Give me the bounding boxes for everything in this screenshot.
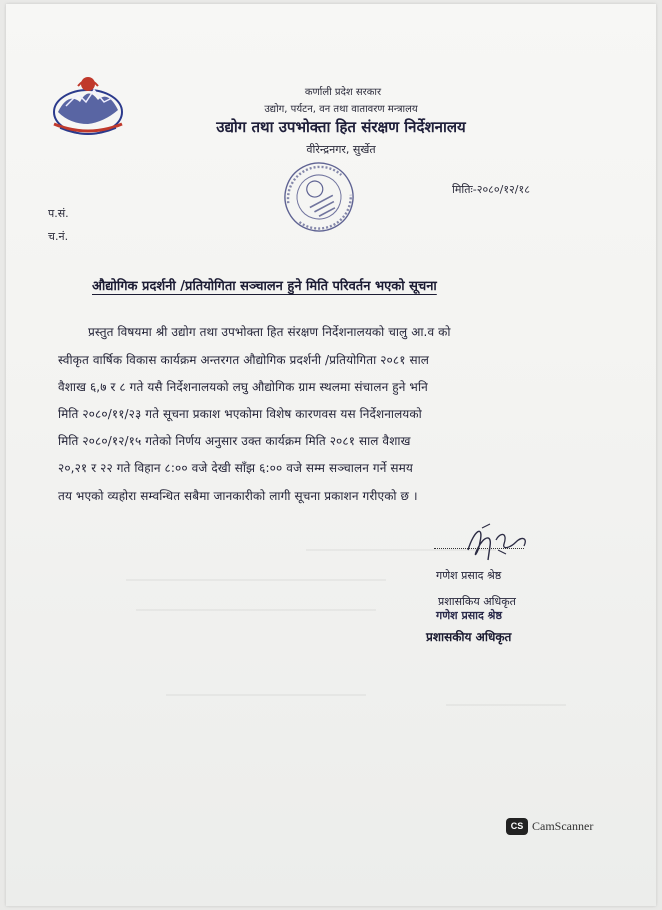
signatory-title: प्रशासकिय अधिकृत (438, 595, 516, 608)
patra-sankhya-label: प.सं. (48, 207, 69, 220)
chalani-number-label: च.नं. (48, 230, 69, 243)
stamp-name: गणेश प्रसाद श्रेष्ठ (436, 609, 502, 622)
issue-date: मितिः-२०८०/१२/१८ (452, 183, 530, 196)
body-line-4: मिति २०८०/११/२३ गते सूचना प्रकाश भएकोमा विशेष कारणवस यस निर्देशनालयको (58, 407, 422, 421)
body-line-3: वैशाख ६,७ र ८ गते यसै निर्देशनालयको लघु औद्योगिक ग्राम स्थलमा संचालन हुने भनि (58, 380, 428, 394)
body-line-2: स्वीकृत वार्षिक विकास कार्यक्रम अन्तरगत औद्योगिक प्रदर्शनी /प्रतियोगिता २०८१ साल (58, 353, 430, 367)
office-seal-stamp (280, 158, 358, 236)
signature-dotted-line (434, 548, 524, 549)
document-page (6, 4, 656, 906)
office-name: उद्योग तथा उपभोक्ता हित संरक्षण निर्देशनालय (216, 118, 466, 136)
signatory-name: गणेश प्रसाद श्रेष्ठ (436, 569, 502, 582)
body-line-5: मिति २०८०/१२/१५ गतेको निर्णय अनुसार उक्त कार्यक्रम मिति २०८१ साल वैशाख (58, 434, 411, 448)
body-line-7: तय भएको व्यहोरा सम्वन्धित सबैमा जानकारीको लागी सूचना प्रकाशन गरीएको छ । (58, 489, 418, 503)
camscanner-watermark: CamScanner (532, 819, 594, 833)
camscanner-logo-icon: CS (506, 818, 528, 835)
stamp-title: प्रशासकीय अधिकृत (426, 630, 512, 644)
body-line-6: २०,२१ र २२ गते विहान ८:०० वजे देखी साँझ ६:०० वजे सम्म सञ्चालन गर्ने समय (58, 461, 413, 475)
office-location: वीरेन्द्रनगर, सुर्खेत (306, 143, 376, 156)
government-name: कर्णाली प्रदेश सरकार (304, 87, 382, 98)
body-line-1: प्रस्तुत विषयमा श्री उद्योग तथा उपभोक्ता हित संरक्षण निर्देशनालयको चालु आ.व को (88, 325, 451, 339)
notice-subject: औद्योगिक प्रदर्शनी /प्रतियोगिता सञ्चालन हुने मिति परिवर्तन भएको सूचना (92, 279, 437, 294)
handwritten-signature (438, 520, 548, 568)
ministry-name: उद्योग, पर्यटन, वन तथा वातावरण मन्त्रालय (264, 104, 418, 115)
